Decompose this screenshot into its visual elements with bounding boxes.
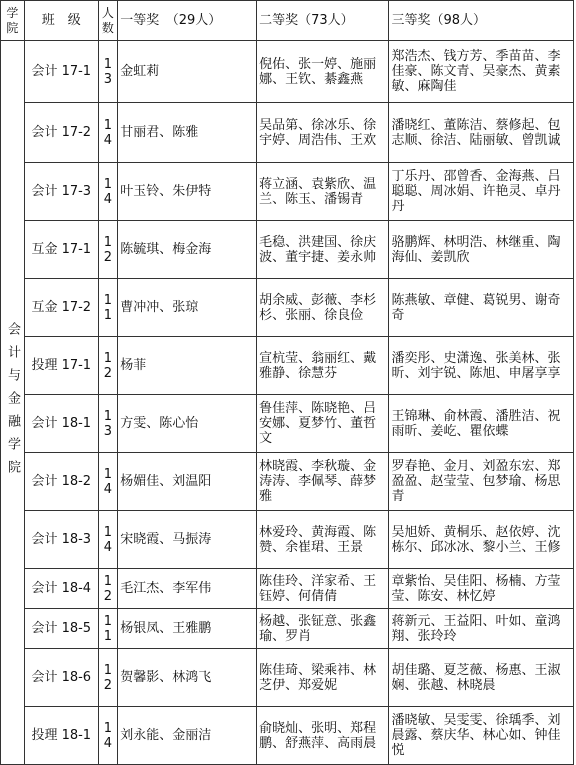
- class-cell: [24, 279, 98, 337]
- count-cell: [98, 707, 118, 765]
- header-first-prize: 一等奖 （29人）: [118, 1, 257, 41]
- class-cell: [24, 707, 98, 765]
- class-cell: [24, 609, 98, 649]
- count-cell: [98, 337, 118, 395]
- first-prize-cell: [118, 569, 257, 609]
- class-cell: [24, 395, 98, 453]
- count-cell-text: 14: [103, 524, 113, 555]
- class-cell: [24, 453, 98, 511]
- first-prize-cell: [118, 163, 257, 221]
- second-prize-cell: [257, 395, 389, 453]
- header-second-prize: 二等奖（73人）: [257, 1, 389, 41]
- header-count: 人数: [98, 1, 118, 41]
- count-cell-text: 14: [103, 176, 113, 207]
- second-prize-cell-text: 林晓霞、李秋璇、金涛涛、李佩琴、薛梦雅: [259, 459, 377, 504]
- third-prize-cell-text: 陈燕敏、章健、葛锐男、谢奇奇: [391, 292, 561, 323]
- second-prize-cell-text: 吴品第、徐冰乐、徐宇婷、周浩伟、王欢: [259, 117, 377, 148]
- class-cell-text: 会计 18-2: [31, 474, 92, 489]
- third-prize-cell: [389, 163, 574, 221]
- first-prize-cell: [118, 453, 257, 511]
- table-row: [1, 163, 574, 221]
- header-third-prize: 三等奖（98人）: [389, 1, 574, 41]
- count-cell: [98, 453, 118, 511]
- third-prize-cell-text: 潘奕彤、史潇逸、张美林、张昕、刘宇锐、陈旭、申屠享享: [391, 350, 561, 381]
- second-prize-cell: [257, 569, 389, 609]
- third-prize-cell: [389, 395, 574, 453]
- class-cell-text: 会计 18-1: [31, 416, 92, 431]
- third-prize-cell: [389, 569, 574, 609]
- class-cell: [24, 41, 98, 103]
- count-cell: [98, 395, 118, 453]
- third-prize-cell: [389, 609, 574, 649]
- second-prize-cell: [257, 163, 389, 221]
- second-prize-cell: [257, 453, 389, 511]
- third-prize-cell-text: 吴旭娇、黄桐乐、赵依婷、沈栋尔、邱冰冰、黎小兰、王修: [391, 524, 561, 555]
- first-prize-cell-text: 方雯、陈心怡: [120, 416, 199, 431]
- table-row: [1, 707, 574, 765]
- count-cell-text: 11: [103, 292, 113, 323]
- table-row: [1, 649, 574, 707]
- second-prize-cell: [257, 221, 389, 279]
- first-prize-cell: [118, 103, 257, 163]
- table-row: [1, 337, 574, 395]
- second-prize-cell-text: 胡余威、彭薇、李杉杉、张丽、徐良俭: [259, 292, 377, 323]
- third-prize-cell-text: 王锦琳、俞林霞、潘胜洁、祝雨昕、姜屹、瞿依蝶: [391, 408, 561, 439]
- class-cell-text: 互金 17-2: [31, 300, 92, 315]
- count-cell: [98, 649, 118, 707]
- first-prize-cell-text: 宋晓霞、马振涛: [120, 532, 212, 547]
- third-prize-cell-text: 丁乐丹、邵曾香、金海燕、吕聪聪、周冰娟、许艳灵、卓丹丹: [391, 169, 561, 214]
- first-prize-cell: [118, 395, 257, 453]
- first-prize-cell-text: 陈毓琪、梅金海: [120, 242, 212, 257]
- table-row: [1, 453, 574, 511]
- third-prize-cell-text: 潘晓敏、吴雯雯、徐瑀季、刘晨露、蔡庆华、林心如、钟佳悦: [391, 713, 561, 758]
- count-cell: [98, 569, 118, 609]
- third-prize-cell-text: 胡佳璐、夏芝薇、杨惠、王淑娴、张越、林晓晨: [391, 662, 561, 693]
- class-cell: [24, 103, 98, 163]
- college-cell: [1, 41, 25, 765]
- third-prize-cell-text: 骆鹏辉、林明浩、林继重、陶海仙、姜凯欣: [391, 234, 561, 265]
- second-prize-cell-text: 蒋立涵、袁紫欣、温兰、陈玉、潘锡青: [259, 176, 377, 207]
- class-cell-text: 投理 17-1: [31, 358, 92, 373]
- second-prize-cell-text: 宣杭莹、翁丽红、戴雅静、徐慧芬: [259, 350, 377, 381]
- first-prize-cell-text: 杨菲: [120, 358, 147, 373]
- third-prize-cell: [389, 221, 574, 279]
- class-cell: [24, 569, 98, 609]
- first-prize-cell: [118, 511, 257, 569]
- header-college: 学院: [1, 1, 25, 41]
- third-prize-cell: [389, 649, 574, 707]
- second-prize-cell-text: 林爱玲、黄海霞、陈赞、余崔珺、王景: [259, 524, 377, 555]
- first-prize-cell: [118, 707, 257, 765]
- first-prize-cell-text: 杨银凤、王雅鹏: [120, 621, 212, 636]
- first-prize-cell: [118, 337, 257, 395]
- second-prize-cell-text: 杨越、张钲意、张鑫瑜、罗肖: [259, 613, 377, 644]
- first-prize-cell-text: 金虹莉: [120, 64, 160, 79]
- college-name: 会计与金融学院: [4, 322, 20, 483]
- count-cell: [98, 279, 118, 337]
- first-prize-cell-text: 毛江杰、李军伟: [120, 581, 212, 596]
- first-prize-cell-text: 叶玉铃、朱伊特: [120, 184, 212, 199]
- class-cell-text: 会计 17-2: [31, 125, 92, 140]
- third-prize-cell: [389, 103, 574, 163]
- second-prize-cell-text: 陈佳玲、洋家希、王钰婷、何倩倩: [259, 573, 377, 604]
- count-cell-text: 14: [103, 117, 113, 148]
- count-cell: [98, 511, 118, 569]
- class-cell-text: 会计 18-3: [31, 532, 92, 547]
- first-prize-cell: [118, 41, 257, 103]
- third-prize-cell: [389, 511, 574, 569]
- third-prize-cell-text: 郑浩杰、钱方芳、季苗苗、李佳豪、陈文青、吴豪杰、黄素敏、麻陶佳: [391, 49, 561, 94]
- header-class: 班 级: [24, 1, 98, 41]
- class-cell: [24, 163, 98, 221]
- second-prize-cell-text: 毛稳、洪建国、徐庆波、董宇捷、姜永帅: [259, 234, 377, 265]
- class-cell-text: 会计 17-3: [31, 184, 92, 199]
- class-cell-text: 会计 18-4: [31, 581, 92, 596]
- second-prize-cell: [257, 707, 389, 765]
- count-cell-text: 12: [103, 662, 113, 693]
- count-cell-text: 12: [103, 234, 113, 265]
- first-prize-cell-text: 甘丽君、陈雅: [120, 125, 199, 140]
- first-prize-cell-text: 刘永能、金丽洁: [120, 728, 212, 743]
- table-row: [1, 221, 574, 279]
- count-cell-text: 12: [103, 573, 113, 604]
- first-prize-cell: [118, 649, 257, 707]
- second-prize-cell: [257, 649, 389, 707]
- count-cell: [98, 41, 118, 103]
- class-cell: [24, 649, 98, 707]
- third-prize-cell-text: 蒋新元、王益阳、叶如、童鸿翔、张玲玲: [391, 613, 561, 644]
- class-cell-text: 会计 17-1: [31, 64, 92, 79]
- count-cell-text: 12: [103, 350, 113, 381]
- count-cell-text: 11: [103, 613, 113, 644]
- second-prize-cell: [257, 609, 389, 649]
- second-prize-cell-text: 鲁佳萍、陈晓艳、吕安娜、夏梦竹、董哲文: [259, 401, 377, 446]
- class-cell-text: 投理 18-1: [31, 728, 92, 743]
- count-cell: [98, 609, 118, 649]
- class-cell: [24, 511, 98, 569]
- table-row: [1, 609, 574, 649]
- first-prize-cell-text: 曹冲冲、张琼: [120, 300, 199, 315]
- count-cell: [98, 103, 118, 163]
- table-row: [1, 395, 574, 453]
- second-prize-cell: [257, 511, 389, 569]
- class-cell-text: 会计 18-5: [31, 621, 92, 636]
- second-prize-cell: [257, 279, 389, 337]
- table-row: [1, 569, 574, 609]
- second-prize-cell-text: 陈佳琦、梁乘祎、林芝伊、郑爱妮: [259, 662, 377, 693]
- class-cell: [24, 221, 98, 279]
- count-cell-text: 13: [103, 408, 113, 439]
- second-prize-cell: [257, 103, 389, 163]
- second-prize-cell: [257, 337, 389, 395]
- first-prize-cell: [118, 609, 257, 649]
- count-cell: [98, 221, 118, 279]
- third-prize-cell: [389, 707, 574, 765]
- count-cell: [98, 163, 118, 221]
- third-prize-cell: [389, 453, 574, 511]
- count-cell-text: 13: [103, 56, 113, 87]
- table-row: [1, 41, 574, 103]
- third-prize-cell: [389, 337, 574, 395]
- first-prize-cell-text: 杨媚佳、刘温阳: [120, 474, 212, 489]
- third-prize-cell: [389, 279, 574, 337]
- second-prize-cell-text: 俞晓灿、张明、郑程鹏、舒燕萍、高雨晨: [259, 720, 377, 751]
- count-cell-text: 14: [103, 720, 113, 751]
- third-prize-cell-text: 罗春艳、金月、刘盈东宏、郑盈盈、赵莹莹、包梦瑜、杨思青: [391, 459, 561, 504]
- header-row: [1, 1, 574, 41]
- third-prize-cell: [389, 41, 574, 103]
- second-prize-cell: [257, 41, 389, 103]
- table-body: [1, 41, 574, 765]
- third-prize-cell-text: 章紫怡、吴佳阳、杨楠、方莹莹、陈安、林忆婷: [391, 573, 561, 604]
- table-row: [1, 511, 574, 569]
- count-cell-text: 14: [103, 466, 113, 497]
- first-prize-cell-text: 贺馨影、林鸿飞: [120, 670, 212, 685]
- second-prize-cell-text: 倪佑、张一婷、施丽娜、王钦、綦鑫燕: [259, 56, 377, 87]
- class-cell-text: 互金 17-1: [31, 242, 92, 257]
- class-cell: [24, 337, 98, 395]
- first-prize-cell: [118, 279, 257, 337]
- class-cell-text: 会计 18-6: [31, 670, 92, 685]
- table-row: [1, 279, 574, 337]
- first-prize-cell: [118, 221, 257, 279]
- third-prize-cell-text: 潘晓红、董陈洁、蔡修起、包志顺、徐洁、陆丽敏、曾凯诚: [391, 117, 561, 148]
- table-row: [1, 103, 574, 163]
